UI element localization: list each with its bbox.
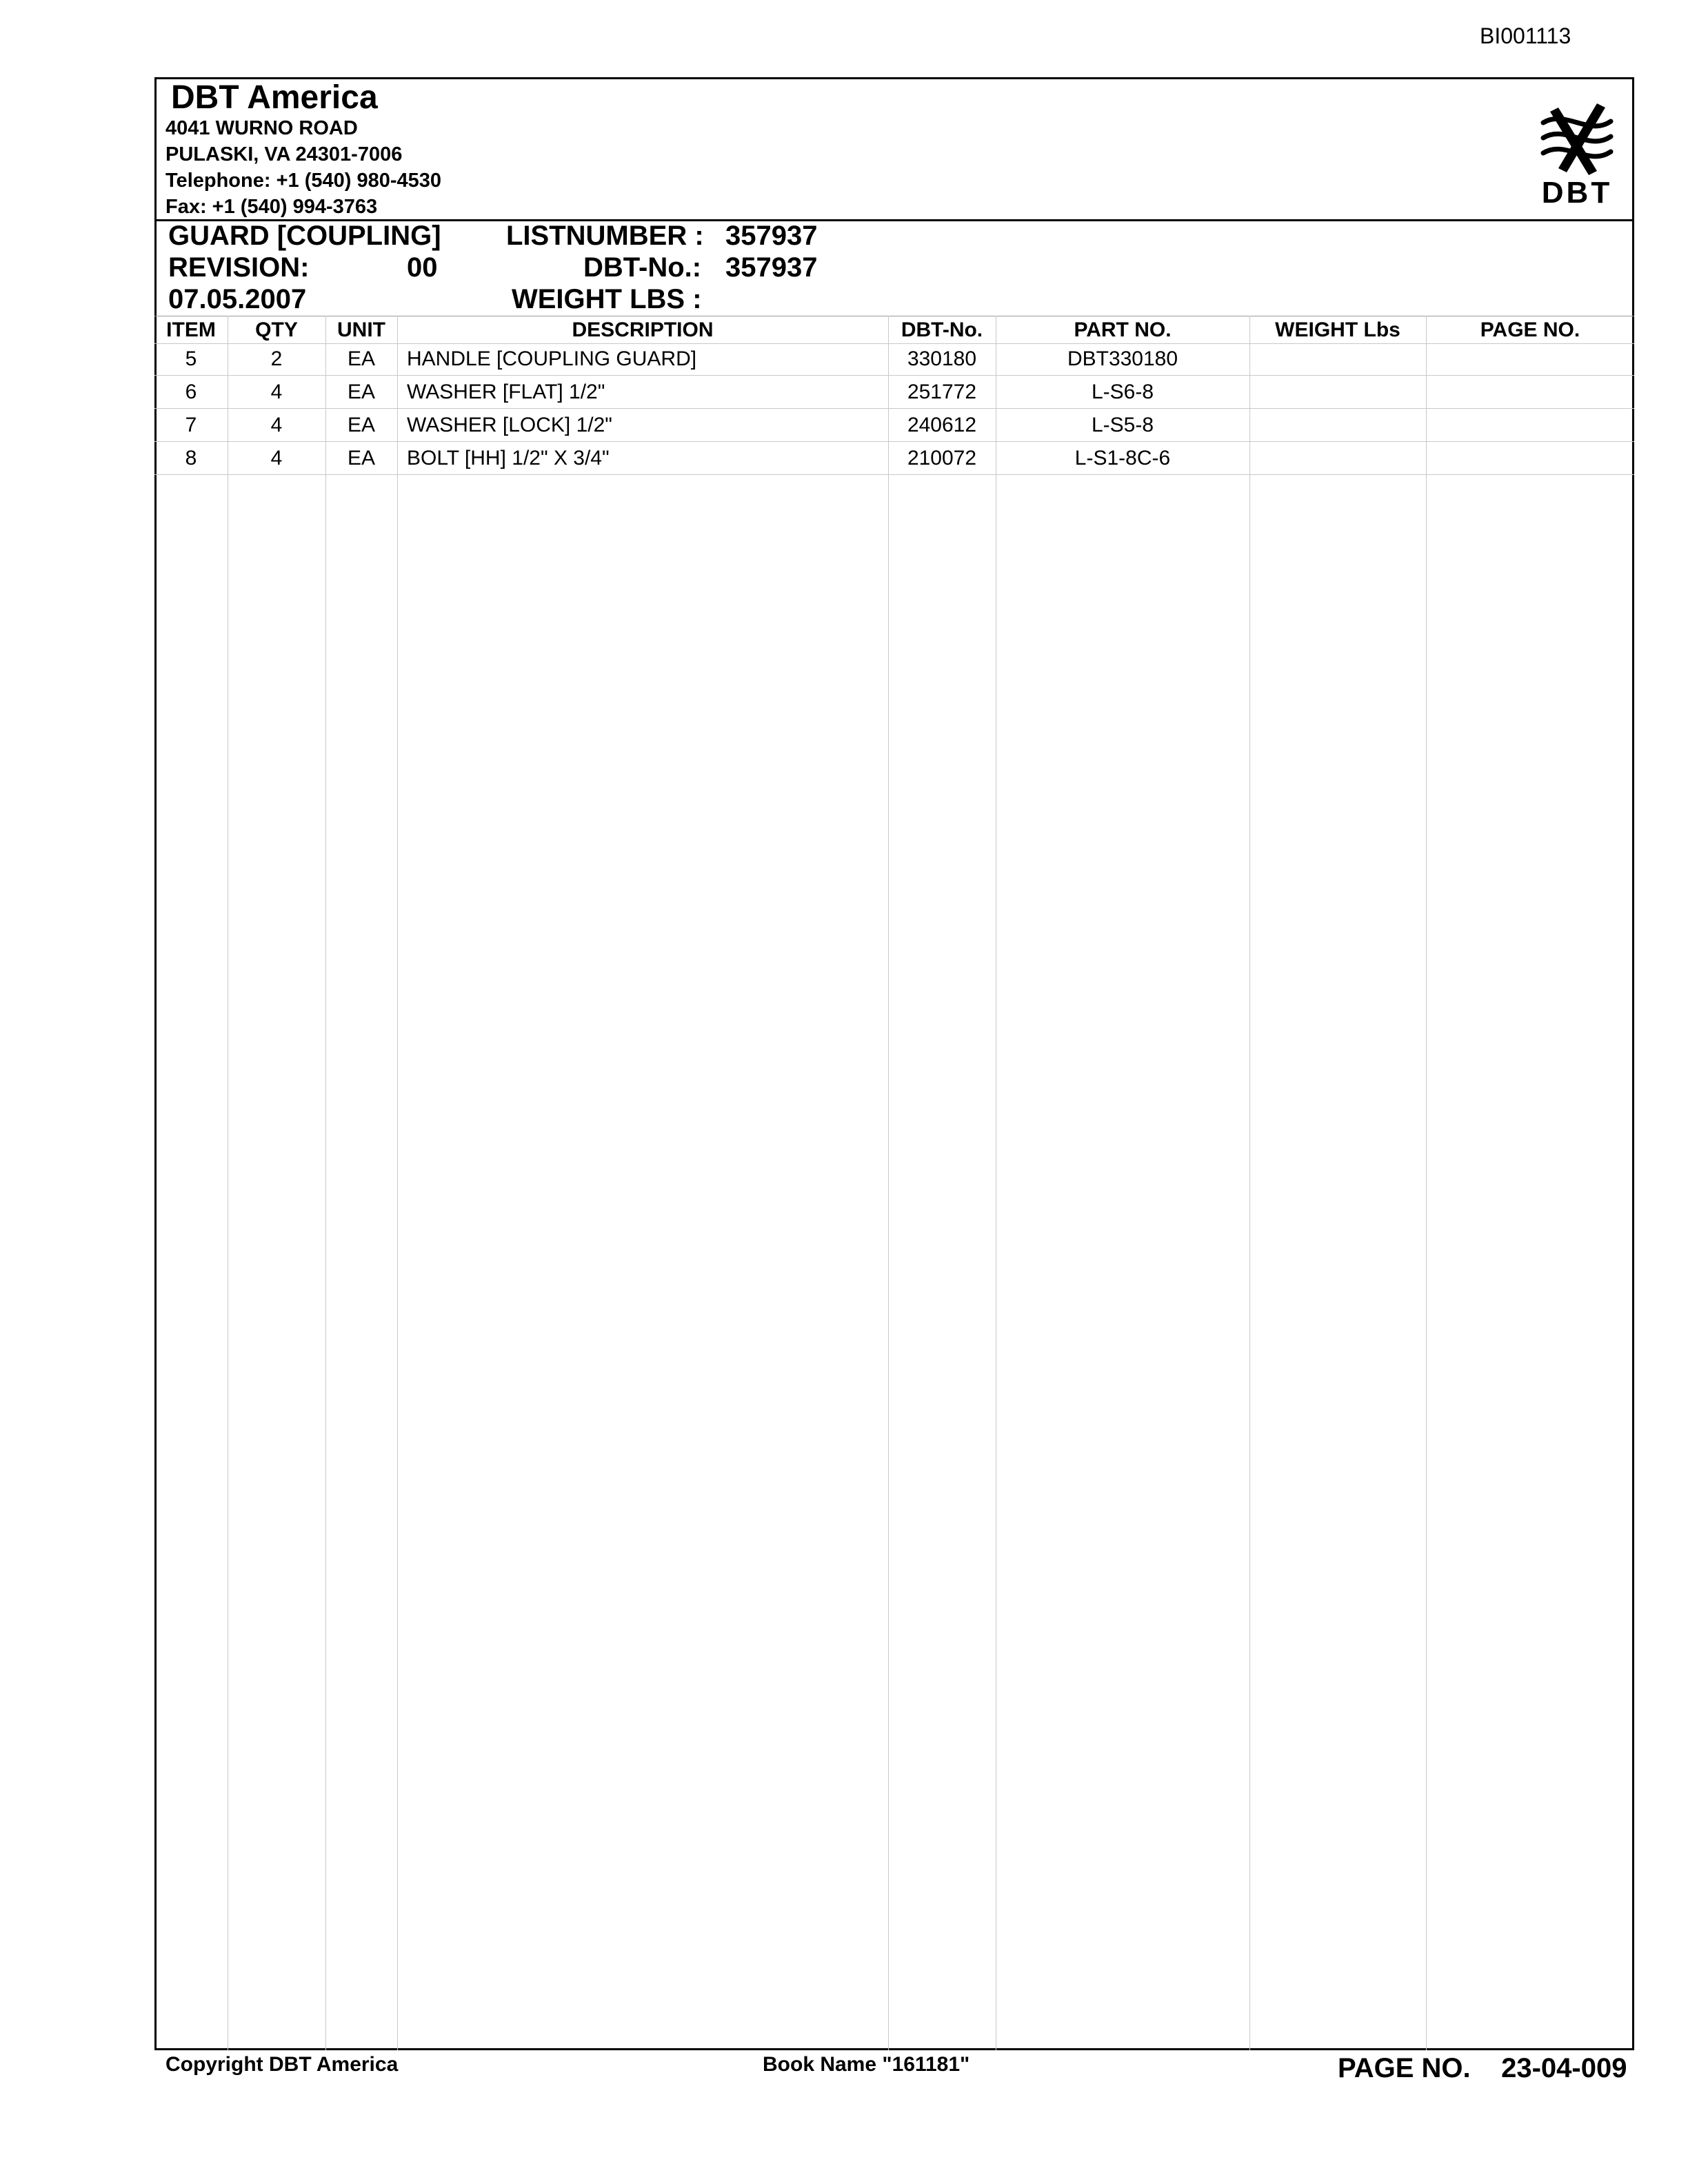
- page-number: PAGE NO. 23-04-009: [1338, 2053, 1627, 2083]
- column-divider: [888, 316, 889, 2050]
- company-name: DBT America: [171, 79, 378, 116]
- row-divider: [154, 474, 1634, 475]
- row-divider: [154, 375, 1634, 376]
- book-name: Book Name "161181": [763, 2053, 970, 2076]
- table-cell-item: 8: [185, 447, 197, 469]
- column-header-part-no: PART NO.: [1074, 318, 1172, 341]
- table-cell-description: BOLT [HH] 1/2" X 3/4": [407, 447, 610, 469]
- table-cell-unit: EA: [347, 447, 376, 469]
- column-divider: [1426, 316, 1427, 2050]
- copyright: Copyright DBT America: [165, 2053, 399, 2076]
- table-cell-qty: 4: [270, 414, 283, 436]
- column-header-page-no: PAGE NO.: [1480, 318, 1580, 341]
- logo-text: DBT: [1541, 176, 1613, 207]
- revision-value: 00: [407, 252, 438, 283]
- column-header-dbt-no: DBT-No.: [901, 318, 983, 341]
- listnumber-label: LISTNUMBER :: [506, 221, 704, 251]
- table-cell-description: WASHER [LOCK] 1/2": [407, 414, 612, 436]
- revision-label: REVISION:: [168, 252, 310, 283]
- table-cell-part-no: L-S5-8: [1091, 414, 1154, 436]
- column-header-weight: WEIGHT Lbs: [1275, 318, 1400, 341]
- table-cell-unit: EA: [347, 414, 376, 436]
- table-cell-page-no: [1426, 376, 1634, 408]
- dbt-logo: [1531, 94, 1623, 207]
- fax: Fax: +1 (540) 994-3763: [165, 196, 378, 218]
- table-cell-page-no: [1426, 443, 1634, 474]
- table-cell-part-no: DBT330180: [1067, 347, 1178, 370]
- table-cell-item: 5: [185, 347, 197, 370]
- table-cell-description: WASHER [FLAT] 1/2": [407, 381, 605, 403]
- table-cell-dbt-no: 330180: [907, 347, 977, 370]
- dbt-no-label: DBT-No.:: [583, 252, 702, 283]
- list-title: GUARD [COUPLING]: [168, 221, 441, 251]
- table-cell-unit: EA: [347, 347, 376, 370]
- address-line-2: PULASKI, VA 24301-7006: [165, 143, 403, 165]
- address-line-1: 4041 WURNO ROAD: [165, 117, 358, 139]
- table-cell-item: 7: [185, 414, 197, 436]
- dbt-no-value: 357937: [725, 252, 818, 283]
- table-cell-dbt-no: 251772: [907, 381, 977, 403]
- listnumber-value: 357937: [725, 221, 818, 251]
- table-cell-page-no: [1426, 343, 1634, 375]
- table-cell-item: 6: [185, 381, 197, 403]
- table-cell-unit: EA: [347, 381, 376, 403]
- telephone: Telephone: +1 (540) 980-4530: [165, 170, 442, 192]
- column-divider: [1249, 316, 1250, 2050]
- list-date: 07.05.2007: [168, 284, 307, 314]
- table-cell-weight: [1249, 443, 1426, 474]
- table-cell-weight: [1249, 410, 1426, 441]
- table-cell-weight: [1249, 376, 1426, 408]
- column-divider: [397, 316, 398, 2050]
- table-cell-qty: 4: [270, 447, 283, 469]
- column-header-description: DESCRIPTION: [572, 318, 714, 341]
- table-cell-dbt-no: 210072: [907, 447, 977, 469]
- document-id: BI001113: [1480, 23, 1571, 48]
- table-cell-qty: 2: [270, 347, 283, 370]
- table-cell-part-no: L-S1-8C-6: [1074, 447, 1171, 469]
- row-divider: [154, 408, 1634, 409]
- column-divider: [325, 316, 326, 2050]
- table-cell-part-no: L-S6-8: [1091, 381, 1154, 403]
- table-cell-description: HANDLE [COUPLING GUARD]: [407, 347, 697, 370]
- table-cell-page-no: [1426, 410, 1634, 441]
- table-cell-weight: [1249, 343, 1426, 375]
- column-header-unit: UNIT: [337, 318, 385, 341]
- column-header-qty: QTY: [255, 318, 298, 341]
- weight-label: WEIGHT LBS :: [512, 284, 702, 314]
- row-divider: [154, 441, 1634, 442]
- table-cell-dbt-no: 240612: [907, 414, 977, 436]
- column-header-item: ITEM: [166, 318, 216, 341]
- table-cell-qty: 4: [270, 381, 283, 403]
